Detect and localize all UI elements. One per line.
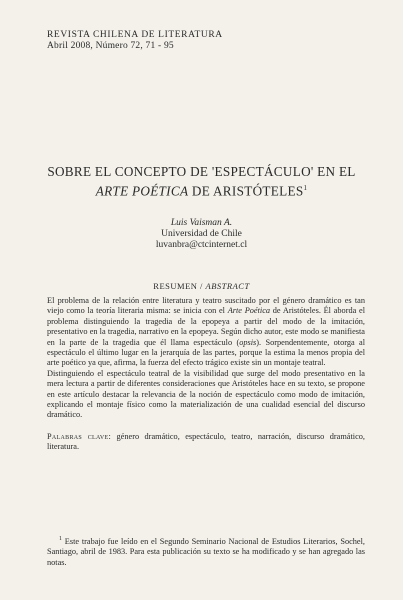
title-line-1: SOBRE EL CONCEPTO DE 'ESPECTÁCULO' EN EL — [47, 164, 356, 179]
footnote — [47, 534, 365, 568]
keywords-text: género dramático, espectáculo, teatro, narración, discurso dramático, literatura. — [47, 432, 365, 452]
title-footnote-mark: 1 — [303, 184, 308, 192]
title-line-2 — [20, 180, 383, 199]
abstract-body — [47, 296, 365, 421]
author-name: Luis Vaisman A. — [170, 218, 233, 228]
abstract-paragraph-2: Distinguiendo el espectáculo teatral de la visibilidad que surge del modo presentativo en la mera lectura a partir de diferentes consideraciones que Aristóteles hace en su texto, se propone en este artículo destacar la relevancia de la noción de espectáculo como modo de imitación, explicando el montaje físico como la materialización de una cualidad esencial del discurso dramático. — [47, 368, 365, 420]
keywords-label: Palabras clave: — [47, 432, 112, 441]
author-affiliation: Universidad de Chile — [161, 229, 242, 239]
journal-header — [47, 30, 223, 52]
author-block — [0, 218, 403, 251]
abstract-label: ABSTRACT — [205, 281, 250, 291]
footnote-mark: 1 — [59, 536, 62, 542]
heading-separator: / — [197, 281, 206, 291]
resumen-label: RESUMEN — [153, 281, 198, 291]
issue-info: Abril 2008, Número 72, 71 - 95 — [47, 41, 174, 51]
author-email: luvanbra@ctcinternet.cl — [155, 240, 248, 250]
article-title — [20, 164, 383, 199]
abstract-heading — [0, 281, 403, 291]
title-rest: DE ARISTÓTELES — [188, 183, 304, 199]
title-italic-work: ARTE POÉTICA — [95, 183, 189, 199]
abstract-text: El problema de la relación entre literatura y teatro suscitado por el género dramático es tan viejo como la teoría literaria misma: se inicia con el — [47, 296, 365, 316]
journal-name: REVISTA CHILENA DE LITERATURA — [47, 30, 223, 40]
footnote-text: Este trabajo fue leído en el Segundo Seminario Nacional de Estudios Literarios, Sochel, Santiago, abril de 1983. Para esta publicación su texto se ha modificado y se han agregado las notas. — [47, 536, 365, 567]
keywords — [47, 432, 365, 453]
abstract-italic-term: opsis — [239, 337, 257, 347]
abstract-text: ). Sorpendentemente, otorga al espectáculo el último lugar en la jerarquía de las partes, porque la estima la menos propia del arte poético ya que, afirma, la fuerza del efecto trágico existe sin un montaje teatral. — [47, 337, 365, 368]
abstract-text: de Aristóteles. Él aborda el problema distinguiendo la tragedia de la epopeya a partir del modo de la imitación, presentativo en la tragedia, narrativo en la epopeya. Según dicho autor, este modo se manifiesta en la parte de la tragedia que él llama espectáculo ( — [47, 306, 366, 347]
abstract-paragraph-1 — [47, 296, 365, 369]
abstract-italic-work: Arte Poética — [227, 306, 271, 316]
